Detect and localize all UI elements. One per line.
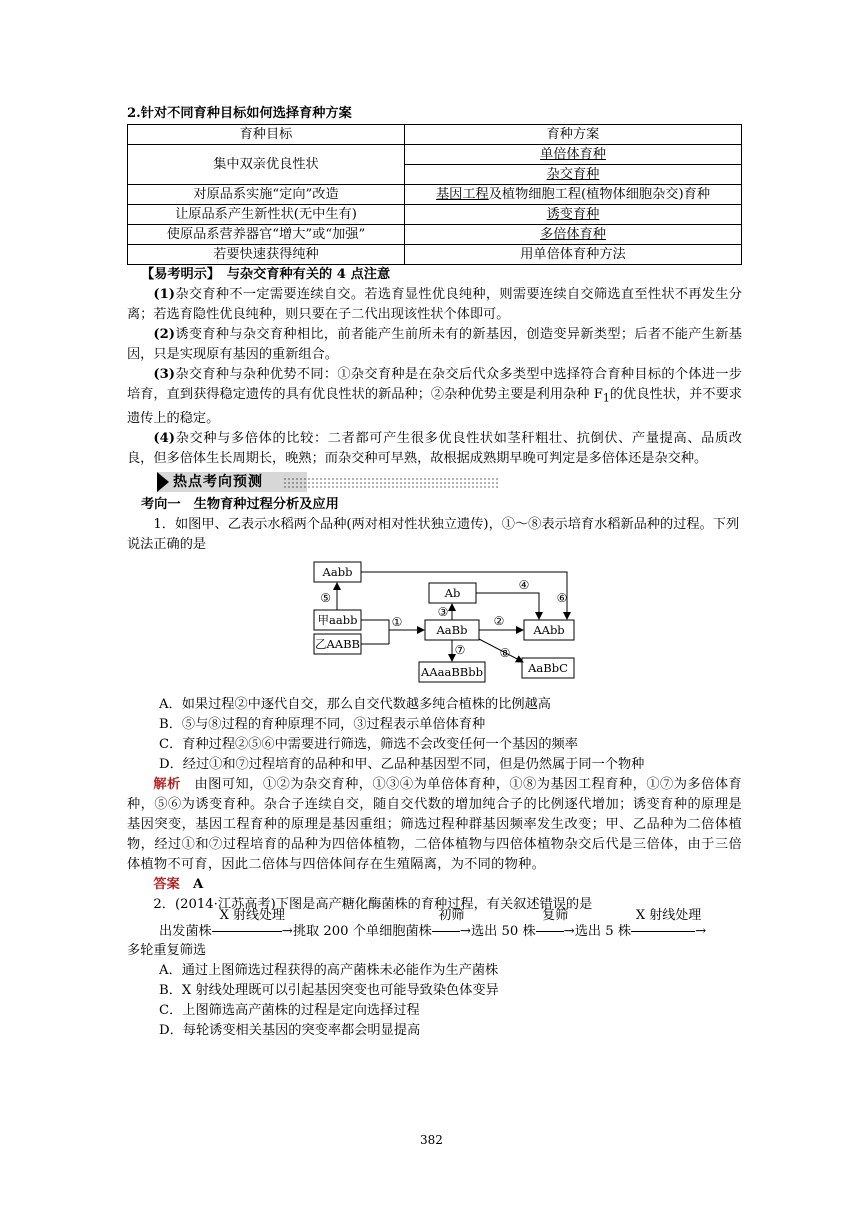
table-cell-plan [405, 165, 742, 185]
note-paragraph [127, 429, 742, 469]
table-cell-goal: 让原品系产生新性状(无中生有) [128, 205, 405, 225]
step-5: ⑤ [320, 590, 331, 605]
banner-title: 热点考向预测 [173, 473, 263, 490]
label-tetraploid: AAaaBBbb [421, 664, 483, 679]
option-c: C．上图筛选高产菌株的过程是定向选择过程 [159, 1002, 420, 1018]
label-yi: 乙AABB [314, 636, 361, 651]
step-2: ② [493, 613, 505, 628]
option-d: D．经过①和⑦过程培育的品种和甲、乙品种基因型不同，但是仍然属于同一个物种 [159, 756, 645, 772]
direction-heading: 考向一 生物育种过程分析及应用 [141, 496, 339, 512]
note-title: 【易考明示】 与杂交育种有关的 4 点注意 [141, 267, 391, 282]
flow-arrow: X 射线处理 → [631, 915, 706, 949]
plan-text: 多倍体育种 [540, 227, 606, 242]
flow-step: 挑取 200 个单细胞菌株 [292, 923, 432, 939]
note-number: (3) [153, 367, 176, 382]
table-cell-plan: 用单倍体育种方法 [405, 245, 742, 265]
option-b: B．⑤与⑧过程的育种原理不同，③过程表示单倍体育种 [159, 716, 486, 732]
table-header-row [128, 125, 742, 145]
table-row [128, 205, 742, 225]
subscript: 1 [602, 391, 610, 405]
note-text: 杂交种与多倍体的比较：二者都可产生很多优良性状如茎秆粗壮、抗倒伏、产量提高、品质改良，但多倍体生长周期长，晚熟；而杂交种可早熟，故根据成熟期早晚可判定是多倍体还是杂交种。 [127, 430, 742, 466]
analysis-label: 解析 [153, 776, 181, 792]
table-cell-plan [405, 185, 742, 205]
option-b: B．X 射线处理既可以引起基因突变也可能导致染色体变异 [159, 982, 499, 998]
table-cell-goal: 若要快速获得纯种 [128, 245, 405, 265]
process-flow [127, 907, 742, 941]
analysis-paragraph [127, 775, 742, 875]
label-aabb-mid: AaBb [436, 622, 468, 637]
step-1: ① [391, 614, 403, 629]
plan-text: 诱变育种 [546, 207, 600, 222]
note-text: 诱变育种与杂交育种相比，前者能产生前所未有的新基因，创造变异新类型；后者不能产生新基因，只是实现原有基因的重新组合。 [127, 327, 742, 362]
label-jia: 甲aabb [317, 612, 358, 627]
section-title: 2.针对不同育种目标如何选择育种方案 [127, 106, 352, 121]
note-paragraph [127, 365, 742, 429]
flow-arrow: X 射线处理 → [212, 915, 293, 949]
arrow-4 [476, 593, 539, 619]
plan-text: 单倍体育种 [540, 147, 606, 162]
table-cell-plan [405, 145, 742, 165]
flow-arrow: 复筛 → [536, 915, 575, 949]
table-cell-plan [405, 205, 742, 225]
table-row [128, 145, 742, 165]
table-header: 育种方案 [405, 125, 742, 145]
step-7: ⑦ [454, 642, 466, 657]
breeding-table [127, 124, 742, 265]
step-6: ⑥ [556, 590, 568, 605]
flow-step: 出发菌株 [159, 923, 212, 939]
analysis-text: 由图可知，①②为杂交育种，①③④为单倍体育种，①⑧为基因工程育种，①⑦为多倍体育种，⑤⑥为诱变育种。杂合子连续自交，随自交代数的增加纯合子的比例逐代增加；诱变育种的原理是基因突变，基因工程育种的原理是基因重组；筛选过程种群基因频率发生改变；甲、乙品种为二倍体植物，经过①和⑦过程培育的品种为四倍体植物，二倍体植物与四倍体植物杂交后代是三倍体，由于三倍体植物不可育，因此二倍体与四倍体间存在生殖隔离，为不同的物种。 [127, 776, 742, 872]
plan-text: 及植物细胞工程(植物体细胞杂交)育种 [488, 187, 711, 202]
plan-text: 杂交育种 [546, 167, 600, 182]
content [127, 104, 742, 1041]
banner-dots [283, 477, 499, 489]
flow-arrow-label: X 射线处理 [219, 907, 285, 923]
breeding-diagram [127, 559, 742, 689]
note-text: 杂交育种不一定需要连续自交。若选育显性优良纯种，则需要连续自交筛选直至性状不再发生分离；若选育隐性优良纯种，则只要在子二代出现该性状个体即可。 [127, 287, 742, 322]
label-aabb-top: Aabb [322, 564, 353, 579]
question-1-stem: 1．如图甲、乙表示水稻两个品种(两对相对性状独立遗传)，①～⑧表示培育水稻新品种的过程。下列说法正确的是 [127, 516, 740, 552]
note-text: 杂交育种与杂种优势不同：①杂交育种是在杂交后代众多类型中选择符合育种目标的个体进一步培育，直到获得稳定遗传的具有优良性状的新品种；②杂种优势主要是利用杂种 F [127, 367, 742, 402]
note-number: (2) [153, 327, 176, 342]
diagram-svg [127, 559, 742, 689]
table-cell-goal: 集中双亲优良性状 [128, 145, 405, 185]
answer-label: 答案 [153, 876, 180, 892]
step-3: ③ [437, 604, 449, 619]
option-a: A．通过上图筛选过程获得的高产菌株未必能作为生产菌株 [159, 962, 499, 978]
step-4: ④ [518, 577, 530, 592]
table-header: 育种目标 [128, 125, 405, 145]
banner-arrow-icon [157, 472, 169, 492]
page-number: 382 [420, 1133, 443, 1147]
question-2-stem: 2．(2014·江苏高考)下图是高产糖化酶菌株的育种过程，有关叙述错误的是 [153, 896, 593, 912]
step-8: ⑧ [499, 645, 511, 660]
label-aabbc: AaBbC [528, 660, 568, 675]
flow-arrow-label: 复筛 [542, 907, 569, 923]
flow-step: 选出 50 株 [470, 923, 536, 939]
note-number: (4) [153, 430, 176, 446]
flow-arrow-label: 初筛 [438, 907, 465, 923]
table-cell-goal: 使原品系营养器官“增大”或“加强” [128, 225, 405, 245]
note-text: 的优良性状，并不要求遗传上的稳定。 [127, 387, 742, 426]
option-d: D．每轮诱变相关基因的突变率都会明显提高 [159, 1022, 421, 1038]
table-cell-goal: 对原品系实施“定向”改造 [128, 185, 405, 205]
label-ab: Ab [444, 585, 461, 600]
note-number: (1) [153, 287, 176, 302]
table-row [128, 185, 742, 205]
option-c: C．育种过程②⑤⑥中需要进行筛选，筛选不会改变任何一个基因的频率 [159, 736, 578, 752]
label-aabb-right: AAbb [533, 622, 565, 637]
table-row [128, 245, 742, 265]
plan-text: 基因工程 [435, 187, 489, 202]
note-paragraph [127, 325, 742, 365]
flow-arrow-label: X 射线处理 [635, 907, 702, 923]
answer-line [127, 875, 742, 895]
flow-arrow: 初筛 → [432, 915, 471, 949]
table-cell-plan [405, 225, 742, 245]
answer-value: A [192, 876, 204, 892]
table-row [128, 225, 742, 245]
option-a: A．如果过程②中逐代自交，那么自交代数越多纯合植株的比例越高 [159, 696, 551, 712]
flow-step: 选出 5 株 [574, 923, 632, 939]
flow-step-last: 多轮重复筛选 [127, 942, 207, 958]
note-paragraph [127, 285, 742, 325]
hot-topic-banner [127, 471, 742, 495]
